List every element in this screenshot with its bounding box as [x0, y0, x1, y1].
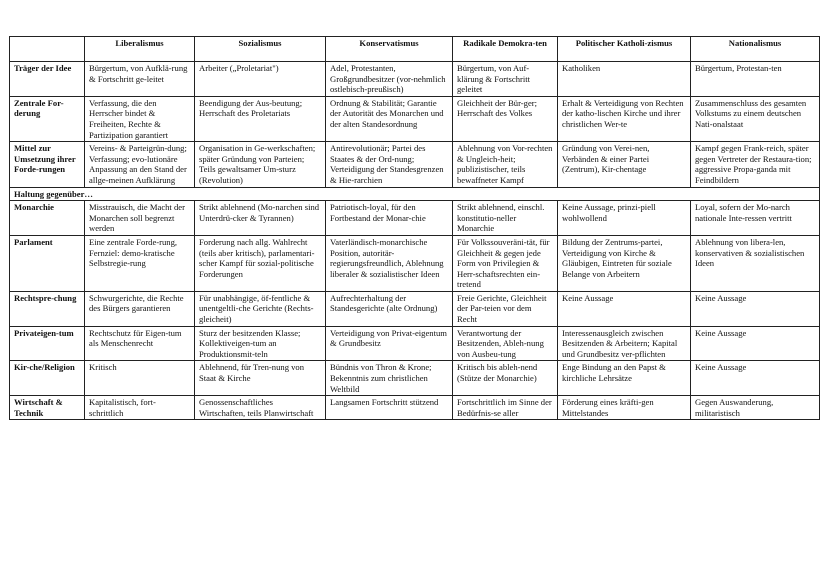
row-label: Parlament — [10, 235, 85, 291]
col-header-liberalismus: Liberalismus — [85, 37, 195, 62]
table-row — [10, 361, 820, 396]
section-label: Haltung gegenüber… — [10, 187, 820, 201]
table-cell: Interessenausgleich zwischen Besitzenden & Arbeitern; Kapital und Grundbesitz ver-pflichten — [558, 326, 691, 361]
table-cell: Genossenschaftliches Wirtschaften, teils Planwirtschaft — [195, 396, 326, 420]
ideologies-table — [9, 36, 820, 420]
table-cell: Strikt ablehnend, einschl. konstitutio-neller Monarchie — [453, 201, 558, 236]
table-row — [10, 326, 820, 361]
col-header-radikale-demokraten: Radikale Demokra-ten — [453, 37, 558, 62]
table-cell: Gründung von Verei-nen, Verbänden & einer Partei (Zentrum), Kir-chentage — [558, 142, 691, 187]
table-cell: Gegen Auswanderung, militaristisch — [691, 396, 820, 420]
table-cell: Beendigung der Aus-beutung; Herrschaft des Proletariats — [195, 96, 326, 141]
table-cell: Verfassung, die den Herrscher bindet & Freiheiten, Rechte & Partizipation garantiert — [85, 96, 195, 141]
table-cell: Gleichheit der Bür-ger; Herrschaft des Volkes — [453, 96, 558, 141]
table-cell: Für unabhängige, öf-fentliche & unentgeltli-che Gerichte (Rechts-gleicheit) — [195, 291, 326, 326]
table-cell: Kapitalistisch, fort-schrittlich — [85, 396, 195, 420]
table-cell: Enge Bindung an den Papst & kirchliche Lehrsätze — [558, 361, 691, 396]
header-row — [10, 37, 820, 62]
table-row — [10, 201, 820, 236]
table-cell: Forderung nach allg. Wahlrecht (teils aber kritisch), parlamentari-scher Kampf für sozial-politische Forderungen — [195, 235, 326, 291]
table-cell: Arbeiter („Proletariat") — [195, 62, 326, 97]
table-cell: Ordnung & Stabilität; Garantie der Autorität des Monarchen und der alten Standesordnung — [326, 96, 453, 141]
col-header-konservatismus: Konservatismus — [326, 37, 453, 62]
table-cell: Keine Aussage, prinzi-piell wohlwollend — [558, 201, 691, 236]
table-cell: Erhalt & Verteidigung von Rechten der katho-lischen Kirche und ihrer christlichen Wer-te — [558, 96, 691, 141]
table-row — [10, 96, 820, 141]
table-cell: Antirevolutionär; Partei des Staates & der Ord-nung; Verteidigung der Standesgrenzen & Hie-rarchien — [326, 142, 453, 187]
row-label: Mittel zur Umsetzung ihrer Forde-rungen — [10, 142, 85, 187]
table-cell: Loyal, sofern der Mo-narch nationale Inte-ressen vertritt — [691, 201, 820, 236]
table-cell: Keine Aussage — [691, 291, 820, 326]
section-row — [10, 187, 820, 201]
table-cell: Langsamen Fortschritt stützend — [326, 396, 453, 420]
table-cell: Strikt ablehnend (Mo-narchen sind Unterdrü-cker & Tyrannen) — [195, 201, 326, 236]
table-cell: Für Volkssouveräni-tät, für Gleichheit & gegen jede Form von Privilegien & Herr-schaftsrechten ein-tretend — [453, 235, 558, 291]
row-label: Rechtspre-chung — [10, 291, 85, 326]
table-cell: Adel, Protestanten, Großgrundbesitzer (vor-nehmlich ostlebisch-preußisch) — [326, 62, 453, 97]
table-cell: Ablehnend, für Tren-nung von Staat & Kirche — [195, 361, 326, 396]
table-cell: Katholiken — [558, 62, 691, 97]
table-cell: Freie Gerichte, Gleichheit der Par-teien vor dem Recht — [453, 291, 558, 326]
row-label: Privateigen-tum — [10, 326, 85, 361]
col-header-nationalismus: Nationalismus — [691, 37, 820, 62]
table-cell: Patriotisch-loyal, für den Fortbestand der Monar-chie — [326, 201, 453, 236]
table-cell: Ablehnung von Vor-rechten & Ungleich-heit; publizistischer, teils bewaffneter Kampf — [453, 142, 558, 187]
col-header-sozialismus: Sozialismus — [195, 37, 326, 62]
table-cell: Bürgertum, Protestan-ten — [691, 62, 820, 97]
table-cell: Fortschrittlich im Sinne der Bedürfnis-se aller — [453, 396, 558, 420]
table-cell: Verantwortung der Besitzenden, Ableh-nung von Ausbeu-tung — [453, 326, 558, 361]
table-cell: Vereins- & Parteigrün-dung; Verfassung; evo-lutionäre Anpassung an den Stand der allge-meinen Aufklärung — [85, 142, 195, 187]
table-cell: Aufrechterhaltung der Standesgerichte (alte Ordnung) — [326, 291, 453, 326]
table-cell: Sturz der besitzenden Klasse; Kollektiveigen-tum an Produktionsmit-teln — [195, 326, 326, 361]
table-cell: Keine Aussage — [691, 361, 820, 396]
row-label: Monarchie — [10, 201, 85, 236]
table-cell: Schwurgerichte, die Rechte des Bürgers garantieren — [85, 291, 195, 326]
table-row — [10, 396, 820, 420]
table-row — [10, 62, 820, 97]
table-cell: Keine Aussage — [691, 326, 820, 361]
table-cell: Kritisch bis ableh-nend (Stütze der Monarchie) — [453, 361, 558, 396]
table-cell: Misstrauisch, die Macht der Monarchen soll begrenzt werden — [85, 201, 195, 236]
table-cell: Bildung der Zentrums-partei, Verteidigung von Kirche & Gläubigen, Eintreten für soziale Belange von Arbeitern — [558, 235, 691, 291]
table-cell: Verteidigung von Privat-eigentum & Grundbesitz — [326, 326, 453, 361]
table-cell: Ablehnung von libera-len, konservativen & sozialistischen Ideen — [691, 235, 820, 291]
table-cell: Bündnis von Thron & Krone; Bekenntnis zum christlichen Weltbild — [326, 361, 453, 396]
table-cell: Vaterländisch-monarchische Position, autoritär-regierungsfreundlich, Ablehnung liberaler & sozialistischer Ideen — [326, 235, 453, 291]
table-cell: Kritisch — [85, 361, 195, 396]
table-cell: Keine Aussage — [558, 291, 691, 326]
table-cell: Eine zentrale Forde-rung, Fernziel: demo-kratische Selbstregie-rung — [85, 235, 195, 291]
row-label: Zentrale For-derung — [10, 96, 85, 141]
table-cell: Kampf gegen Frank-reich, später gegen Vertreter der Restaura-tion; aggressive Propa-ganda mit Feindbildern — [691, 142, 820, 187]
table-row — [10, 235, 820, 291]
table-cell: Rechtschutz für Eigen-tum als Menschenrecht — [85, 326, 195, 361]
table-cell: Zusammenschluss des gesamten Volkstums zu einem deutschen Nati-onalstaat — [691, 96, 820, 141]
row-label: Träger der Idee — [10, 62, 85, 97]
table-cell: Förderung eines kräfti-gen Mittelstandes — [558, 396, 691, 420]
table-cell: Organisation in Ge-werkschaften; später Gründung von Parteien; Teils gewaltsamer Um-sturz (Revolution) — [195, 142, 326, 187]
table-row — [10, 142, 820, 187]
row-label: Wirtschaft & Technik — [10, 396, 85, 420]
col-header-politischer-katholizismus: Politischer Katholi-zismus — [558, 37, 691, 62]
table-cell: Bürgertum, von Aufklä-rung & Fortschritt ge-leitet — [85, 62, 195, 97]
corner-cell — [10, 37, 85, 62]
row-label: Kir-che/Religion — [10, 361, 85, 396]
table-cell: Bürgertum, von Auf-klärung & Fortschritt geleitet — [453, 62, 558, 97]
table-row — [10, 291, 820, 326]
